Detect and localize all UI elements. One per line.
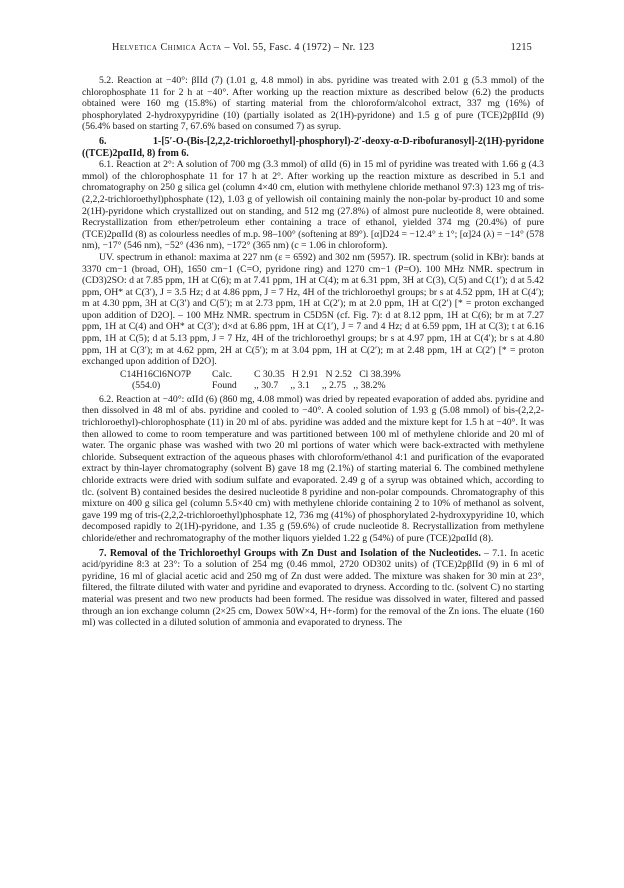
elemental-analysis bbox=[82, 369, 544, 392]
journal-title bbox=[112, 41, 374, 55]
section-7 bbox=[82, 548, 544, 629]
page-number: 1215 bbox=[510, 42, 532, 53]
paragraph-7-1: – 7.1. In acetic acid/pyridine 8:3 at 23°: To a solution of 254 mg (0.46 mmol, 2720 OD302 units) of (TCE)2pβIId (9) in 6 ml of pyridine, 16 ml of glacial acetic acid and 250 mg of Zn dust were added. The mixture was shaken for 30 min at 23°, filtered, the filtrate diluted with water and pyridine and evaporated to dryness. According to tlc. (solvent C) no starting material was present and two new products had been formed. The residue was dissolved in water, filtered and passed through an ion exchange column (2×25 cm, Dowex 50W×4, H+-form) for the removal of the Zn ions. The eluate (160 ml) was collected in a diluted solution of ammonia and evaporated to dryness. The bbox=[82, 547, 544, 629]
molecular-formula: C14H16Cl6NO7P bbox=[120, 368, 192, 380]
section-title-7: 7. Removal of the Trichloroethyl Groups with Zn Dust and Isolation of the Nucleotides. bbox=[99, 547, 481, 559]
calc-label: Calc. bbox=[212, 368, 233, 380]
running-header bbox=[112, 41, 532, 55]
volume-info: – Vol. 55, Fasc. 4 (1972) – Nr. 123 bbox=[224, 42, 375, 53]
molecular-weight: (554.0) bbox=[132, 380, 161, 392]
paragraph-6-1: 6.1. Reaction at 2°: A solution of 700 mg (3.3 mmol) of αIId (6) in 15 ml of pyridine was treated with 1.66 g (4.3 mmol) of the chlorophosphate 11 for 17 h at 2°. After working up the reaction mixture as described in 5.1 and chromatography on 250 g silica gel (column 4×40 cm, elution with methylene chloride methanol 97:3) 123 mg of tris-(2,2,2-trichloroethyl)phosphate (12), 1.03 g of yellowish oil containing mainly the non-polar by-product 10 and some 2(1H)-pyridone which crystallized out on standing, and 512 mg (27.8%) of almost pure nucleotide 8, were obtained. Recrystallization from ether/petroleum ether containing a trace of ethanol, yielded 374 mg (20.4%) of pure (TCE)2pαIId (8) as colourless needles of m.p. 98–100° (softening at 89°). [α]D24 = −12.4° ± 1°; [α]24 (λ) = −14° (578 nm), −17° (546 nm), −52° (436 nm), −172° (365 nm) (c = 1.06 in chloroform). bbox=[82, 159, 544, 252]
journal-name: Helvetica Chimica Acta bbox=[112, 42, 222, 53]
paragraph-5-2: 5.2. Reaction at −40°: βIId (7) (1.01 g, 4.8 mmol) in abs. pyridine was treated with 2.01 g (5.3 mmol) of the chlorophosphate 11 for 2 h at −40°. After working up the reaction mixture as described below (6.2) the products obtained were 160 mg (15.8%) of starting material from the chloroform/alcohol extract, 337 mg (16%) of phosphorylated 2-hydroxypyridine (10) (partially isolated as 2(1H)-pyridone) and 1.5 g of pure (TCE)2pβIId (9) (56.4% based on starting 7, 67.6% based on consumed 7) as syrup. bbox=[82, 75, 544, 133]
paragraph-6-2: 6.2. Reaction at −40°: αIId (6) (860 mg, 4.08 mmol) was dried by repeated evaporation of added abs. pyridine and then dissolved in 48 ml of abs. pyridine and cooled to −40°. A cooled solution of 1.93 g (5.08 mmol) of bis-(2,2,2-trichloroethyl)-chlorophosphate (11) in 20 ml of abs. pyridine was added and the mixture kept for 1.5 h at −40°. It was then allowed to come to room temperature and was partitioned between 100 ml of methylene chloride and 20 ml of water. The organic phase was washed with two 20 ml portions of water which were back-extracted with methylene chloride. Subsequent extraction of the aqueous phases with chloroform/ethanol 4:1 and purification of the evaporated extract by thin-layer chromatography (solvent B) gave 18 mg (2.1%) of starting material 6. The combined methylene chloride extracts were dried with sodium sulfate and evaporated. 2.49 g of a syrup was obtained which, according to tlc. (solvent B) contained besides the desired nucleotide 8 pyridine and non-polar compounds. Chromatography of this mixture on 400 g silica gel (column 5.5×40 cm) with methylene chloride containing 2 to 10% of methanol as solvent, gave 199 mg of tris-(2,2,2-trichloroethyl)phosphate 12, 736 mg (41%) of phosphorylated 2-hydroxypyridine 10, which decomposed rapidly to 2(1H)-pyridone, and 1.35 g (59.6%) of crude nucleotide 8. Recrystallization from methylene chloride/ether and rechromatography of the mother liquors yielded 1.22 g (54%) of pure (TCE)2pαIId (8). bbox=[82, 393, 544, 544]
found-values: ,, 30.7 ,, 3.1 ,, 2.75 ,, 38.2% bbox=[254, 380, 386, 392]
calc-values: C 30.35 H 2.91 N 2.52 Cl 38.39% bbox=[254, 368, 401, 380]
paragraph-spectra: UV. spectrum in ethanol: maxima at 227 nm (ε = 6592) and 302 nm (5957). IR. spectrum (solid in KBr): bands at 3370 cm−1 (broad, OH), 1650 cm−1 (C=O, pyridone ring) and 1270 cm−1 (P=O). 100 MHz NMR. spectrum in (CD3)2SO: d at 7.85 ppm, 1H at C(6); m at 7.41 ppm, 1H at C(4); m at 6.31 ppm, 3H at C(3), C(5) and C(1′); d at 5.42 ppm, OH* at C(3′), J = 3.5 Hz; d at 4.86 ppm, J = 7 Hz, 4H of the trichloroethyl groups; br s at 4.52 ppm, 1H at C(4′); m at 4.30 ppm, 3H at C(3′) and C(5′); m at 2.73 ppm, 1H at C(2′); m at 2.0 ppm, 1H at C(2′) [* = proton exchanged upon addition of D2O]. – 100 MHz NMR. spectrum in C5D5N (cf. Fig. 7): d at 8.12 ppm, 1H at C(6); br m at 7.27 ppm, 1H at C(4) and OH* at C(3′); d×d at 6.86 ppm, 1H at C(1′), J = 7 and 4 Hz; d at 6.59 ppm, 1H at C(3); t at 6.16 ppm, 1H at C(5); d at 5.13 ppm, J = 7 Hz, 4H of the trichloroethyl groups; br s at 4.97 ppm, 1H at C(4′); br s at 4.80 ppm, 1H at C(3′); m at 4.62 ppm, 2H at C(5′); m at 3.04 ppm, 1H at C(2′); m at 2.48 ppm, 1H at C(2′) [* = proton exchanged upon addition of D2O]. bbox=[82, 251, 544, 368]
section-title-6: 6. 1-[5′-O-(Bis-[2,2,2-trichloroethyl]-phosphoryl)-2′-deoxy-α-D-ribofuranosyl]-2(1H)-pyridone ((TCE)2pαIId, 8) from 6. bbox=[82, 135, 544, 159]
found-label: Found bbox=[212, 380, 237, 392]
article-body bbox=[82, 75, 544, 629]
